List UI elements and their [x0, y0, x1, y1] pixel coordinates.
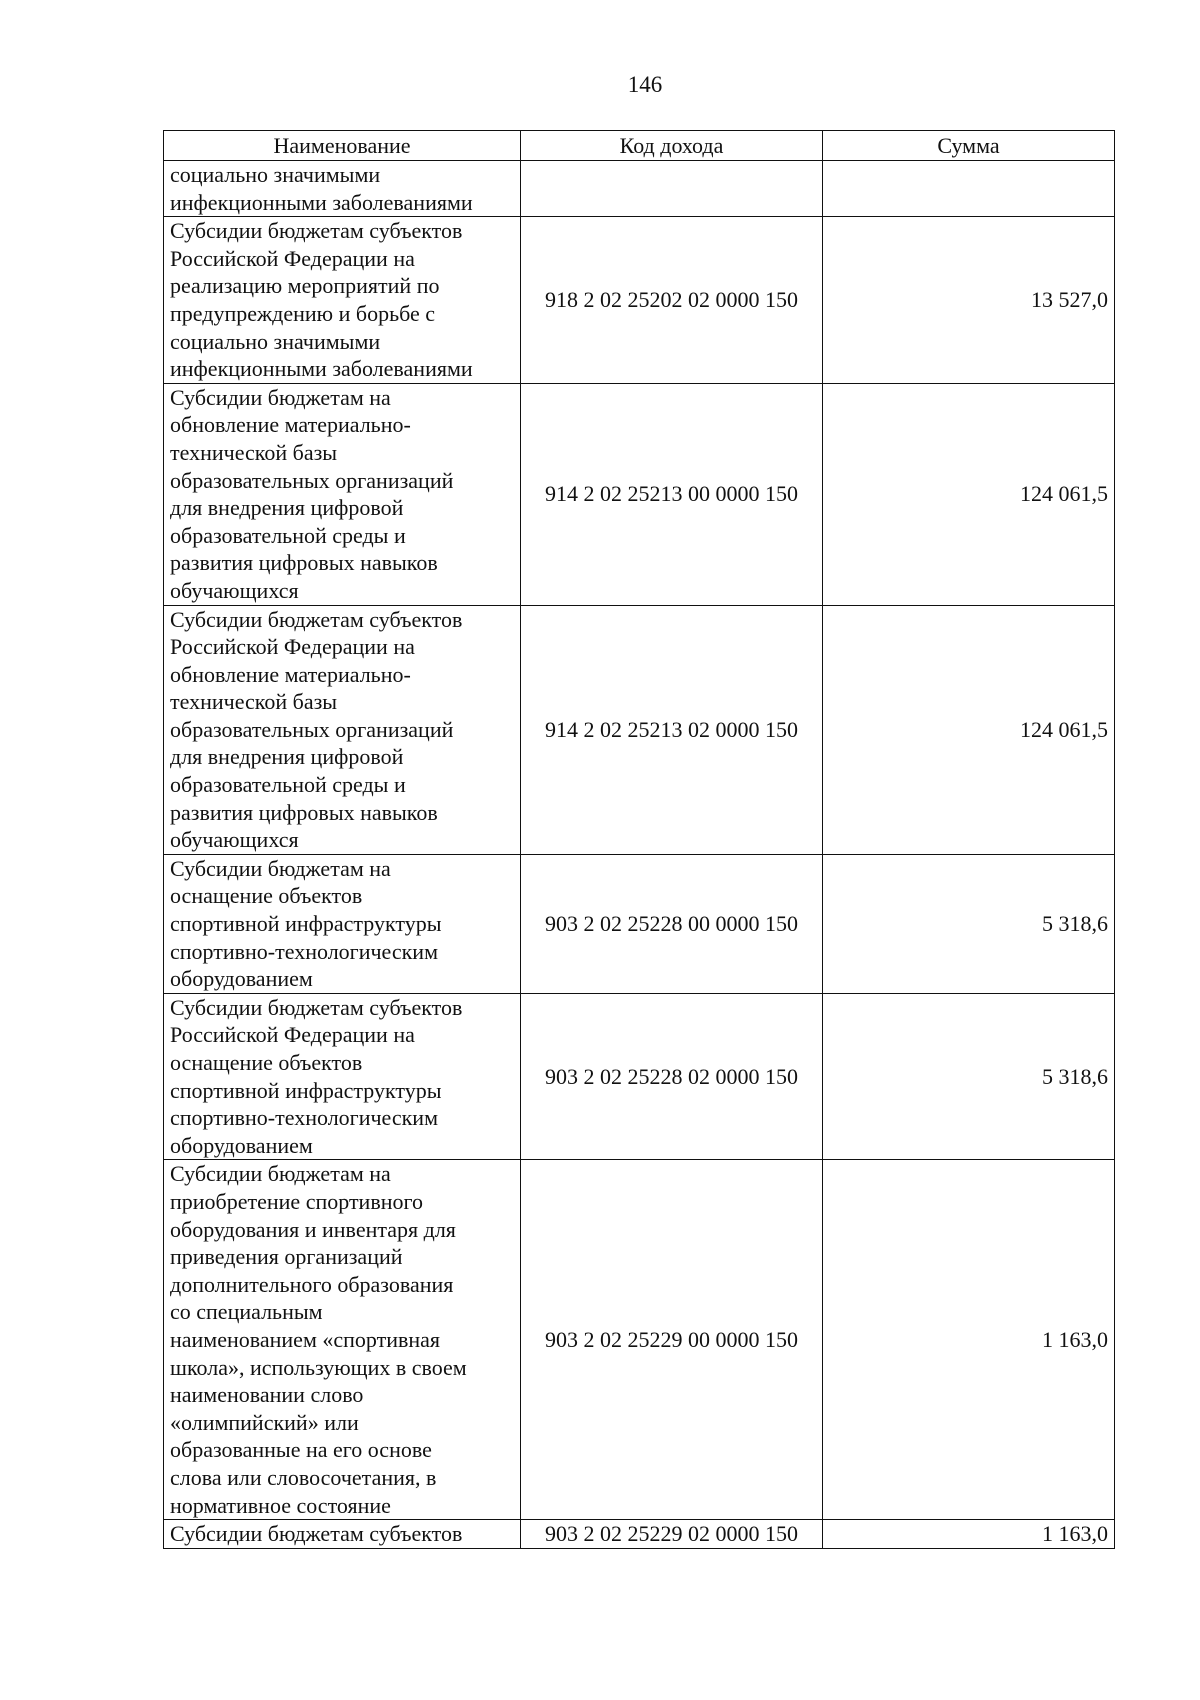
name-line: приобретение спортивного	[170, 1188, 423, 1214]
cell-code: 903 2 02 25229 02 0000 150	[521, 1520, 823, 1549]
cell-name	[164, 605, 521, 854]
name-line: школа», использующих в своем	[170, 1354, 467, 1380]
name-line: Субсидии бюджетам на	[170, 855, 391, 881]
name-line: социально значимыми	[170, 328, 381, 354]
name-line: развития цифровых навыков	[170, 550, 438, 576]
cell-code	[521, 161, 823, 217]
name-line: Российской Федерации на	[170, 1022, 415, 1048]
table-row	[164, 854, 1115, 993]
name-line: реализацию мероприятий по	[170, 273, 440, 299]
revenue-table	[163, 130, 1115, 1549]
name-line: нормативное состояние	[170, 1492, 391, 1518]
name-line: оснащение объектов	[170, 1050, 363, 1075]
name-line: инфекционными заболеваниями	[170, 356, 473, 382]
table-header-row	[164, 131, 1115, 161]
name-line: со специальным	[170, 1299, 323, 1325]
name-line: технической базы	[170, 439, 338, 465]
name-line: для внедрения цифровой	[170, 495, 404, 521]
cell-sum	[823, 161, 1115, 217]
name-line: оснащение объектов	[170, 883, 363, 909]
name-line: оборудования и инвентаря для	[170, 1216, 456, 1242]
name-line: инфекционными заболеваниями	[170, 189, 473, 215]
cell-name	[164, 1160, 521, 1520]
page-number: 146	[627, 72, 663, 97]
cell-sum: 124 061,5	[823, 605, 1115, 854]
name-line: спортивной инфраструктуры	[170, 911, 442, 937]
name-line: Российской Федерации на	[170, 245, 415, 271]
name-line: Субсидии бюджетам на	[170, 384, 391, 410]
cell-name	[164, 1520, 521, 1549]
name-line: слова или словосочетания, в	[170, 1464, 437, 1490]
name-line: Субсидии бюджетам субъектов	[170, 606, 463, 632]
name-line: спортивно-технологическим	[170, 1105, 438, 1131]
name-line: наименованием «спортивная	[170, 1326, 441, 1352]
cell-code: 903 2 02 25228 02 0000 150	[521, 993, 823, 1160]
name-line: обновление материально-	[170, 412, 411, 438]
name-line: образованные на его основе	[170, 1437, 432, 1463]
table-body	[164, 161, 1115, 1549]
table-row	[164, 161, 1115, 217]
cell-code: 918 2 02 25202 02 0000 150	[521, 217, 823, 384]
name-line: дополнительного образования	[170, 1271, 454, 1297]
name-line: образовательных организаций	[170, 467, 454, 493]
name-line: приведения организаций	[170, 1244, 403, 1270]
name-line: Субсидии бюджетам субъектов	[170, 1521, 463, 1547]
table-row	[164, 217, 1115, 384]
name-line: обучающихся	[170, 577, 299, 603]
header-sum: Сумма	[823, 131, 1115, 161]
name-line: предупреждению и борьбе с	[170, 300, 436, 326]
header-code: Код дохода	[521, 131, 823, 161]
cell-sum: 5 318,6	[823, 993, 1115, 1160]
header-name: Наименование	[164, 131, 521, 161]
cell-name	[164, 854, 521, 993]
name-line: обновление материально-	[170, 661, 411, 687]
cell-sum: 124 061,5	[823, 383, 1115, 605]
table-row	[164, 383, 1115, 605]
name-line: Субсидии бюджетам субъектов	[170, 994, 463, 1020]
cell-code: 903 2 02 25229 00 0000 150	[521, 1160, 823, 1520]
name-line: Субсидии бюджетам субъектов	[170, 218, 463, 244]
name-line: образовательных организаций	[170, 716, 454, 742]
name-line: Российской Федерации на	[170, 634, 415, 660]
name-line: обучающихся	[170, 827, 299, 853]
table-row	[164, 1520, 1115, 1549]
name-line: развития цифровых навыков	[170, 799, 438, 825]
cell-code: 903 2 02 25228 00 0000 150	[521, 854, 823, 993]
cell-code: 914 2 02 25213 02 0000 150	[521, 605, 823, 854]
name-line: Субсидии бюджетам на	[170, 1161, 391, 1187]
table-row	[164, 1160, 1115, 1520]
table-row	[164, 993, 1115, 1160]
name-line: наименовании слово	[170, 1382, 364, 1408]
name-line: спортивно-технологическим	[170, 938, 438, 964]
cell-sum: 5 318,6	[823, 854, 1115, 993]
cell-name	[164, 993, 521, 1160]
name-line: для внедрения цифровой	[170, 744, 404, 770]
name-line: оборудованием	[170, 966, 313, 992]
name-line: технической базы	[170, 689, 338, 715]
name-line: «олимпийский» или	[170, 1409, 359, 1435]
cell-name	[164, 217, 521, 384]
cell-sum: 13 527,0	[823, 217, 1115, 384]
cell-sum: 1 163,0	[823, 1520, 1115, 1549]
cell-sum: 1 163,0	[823, 1160, 1115, 1520]
name-line: оборудованием	[170, 1132, 313, 1158]
name-line: спортивной инфраструктуры	[170, 1077, 442, 1103]
cell-name	[164, 161, 521, 217]
name-line: образовательной среды и	[170, 522, 406, 548]
name-line: образовательной среды и	[170, 772, 406, 798]
name-line: социально значимыми	[170, 162, 381, 187]
table-row	[164, 605, 1115, 854]
cell-name	[164, 383, 521, 605]
cell-code: 914 2 02 25213 00 0000 150	[521, 383, 823, 605]
